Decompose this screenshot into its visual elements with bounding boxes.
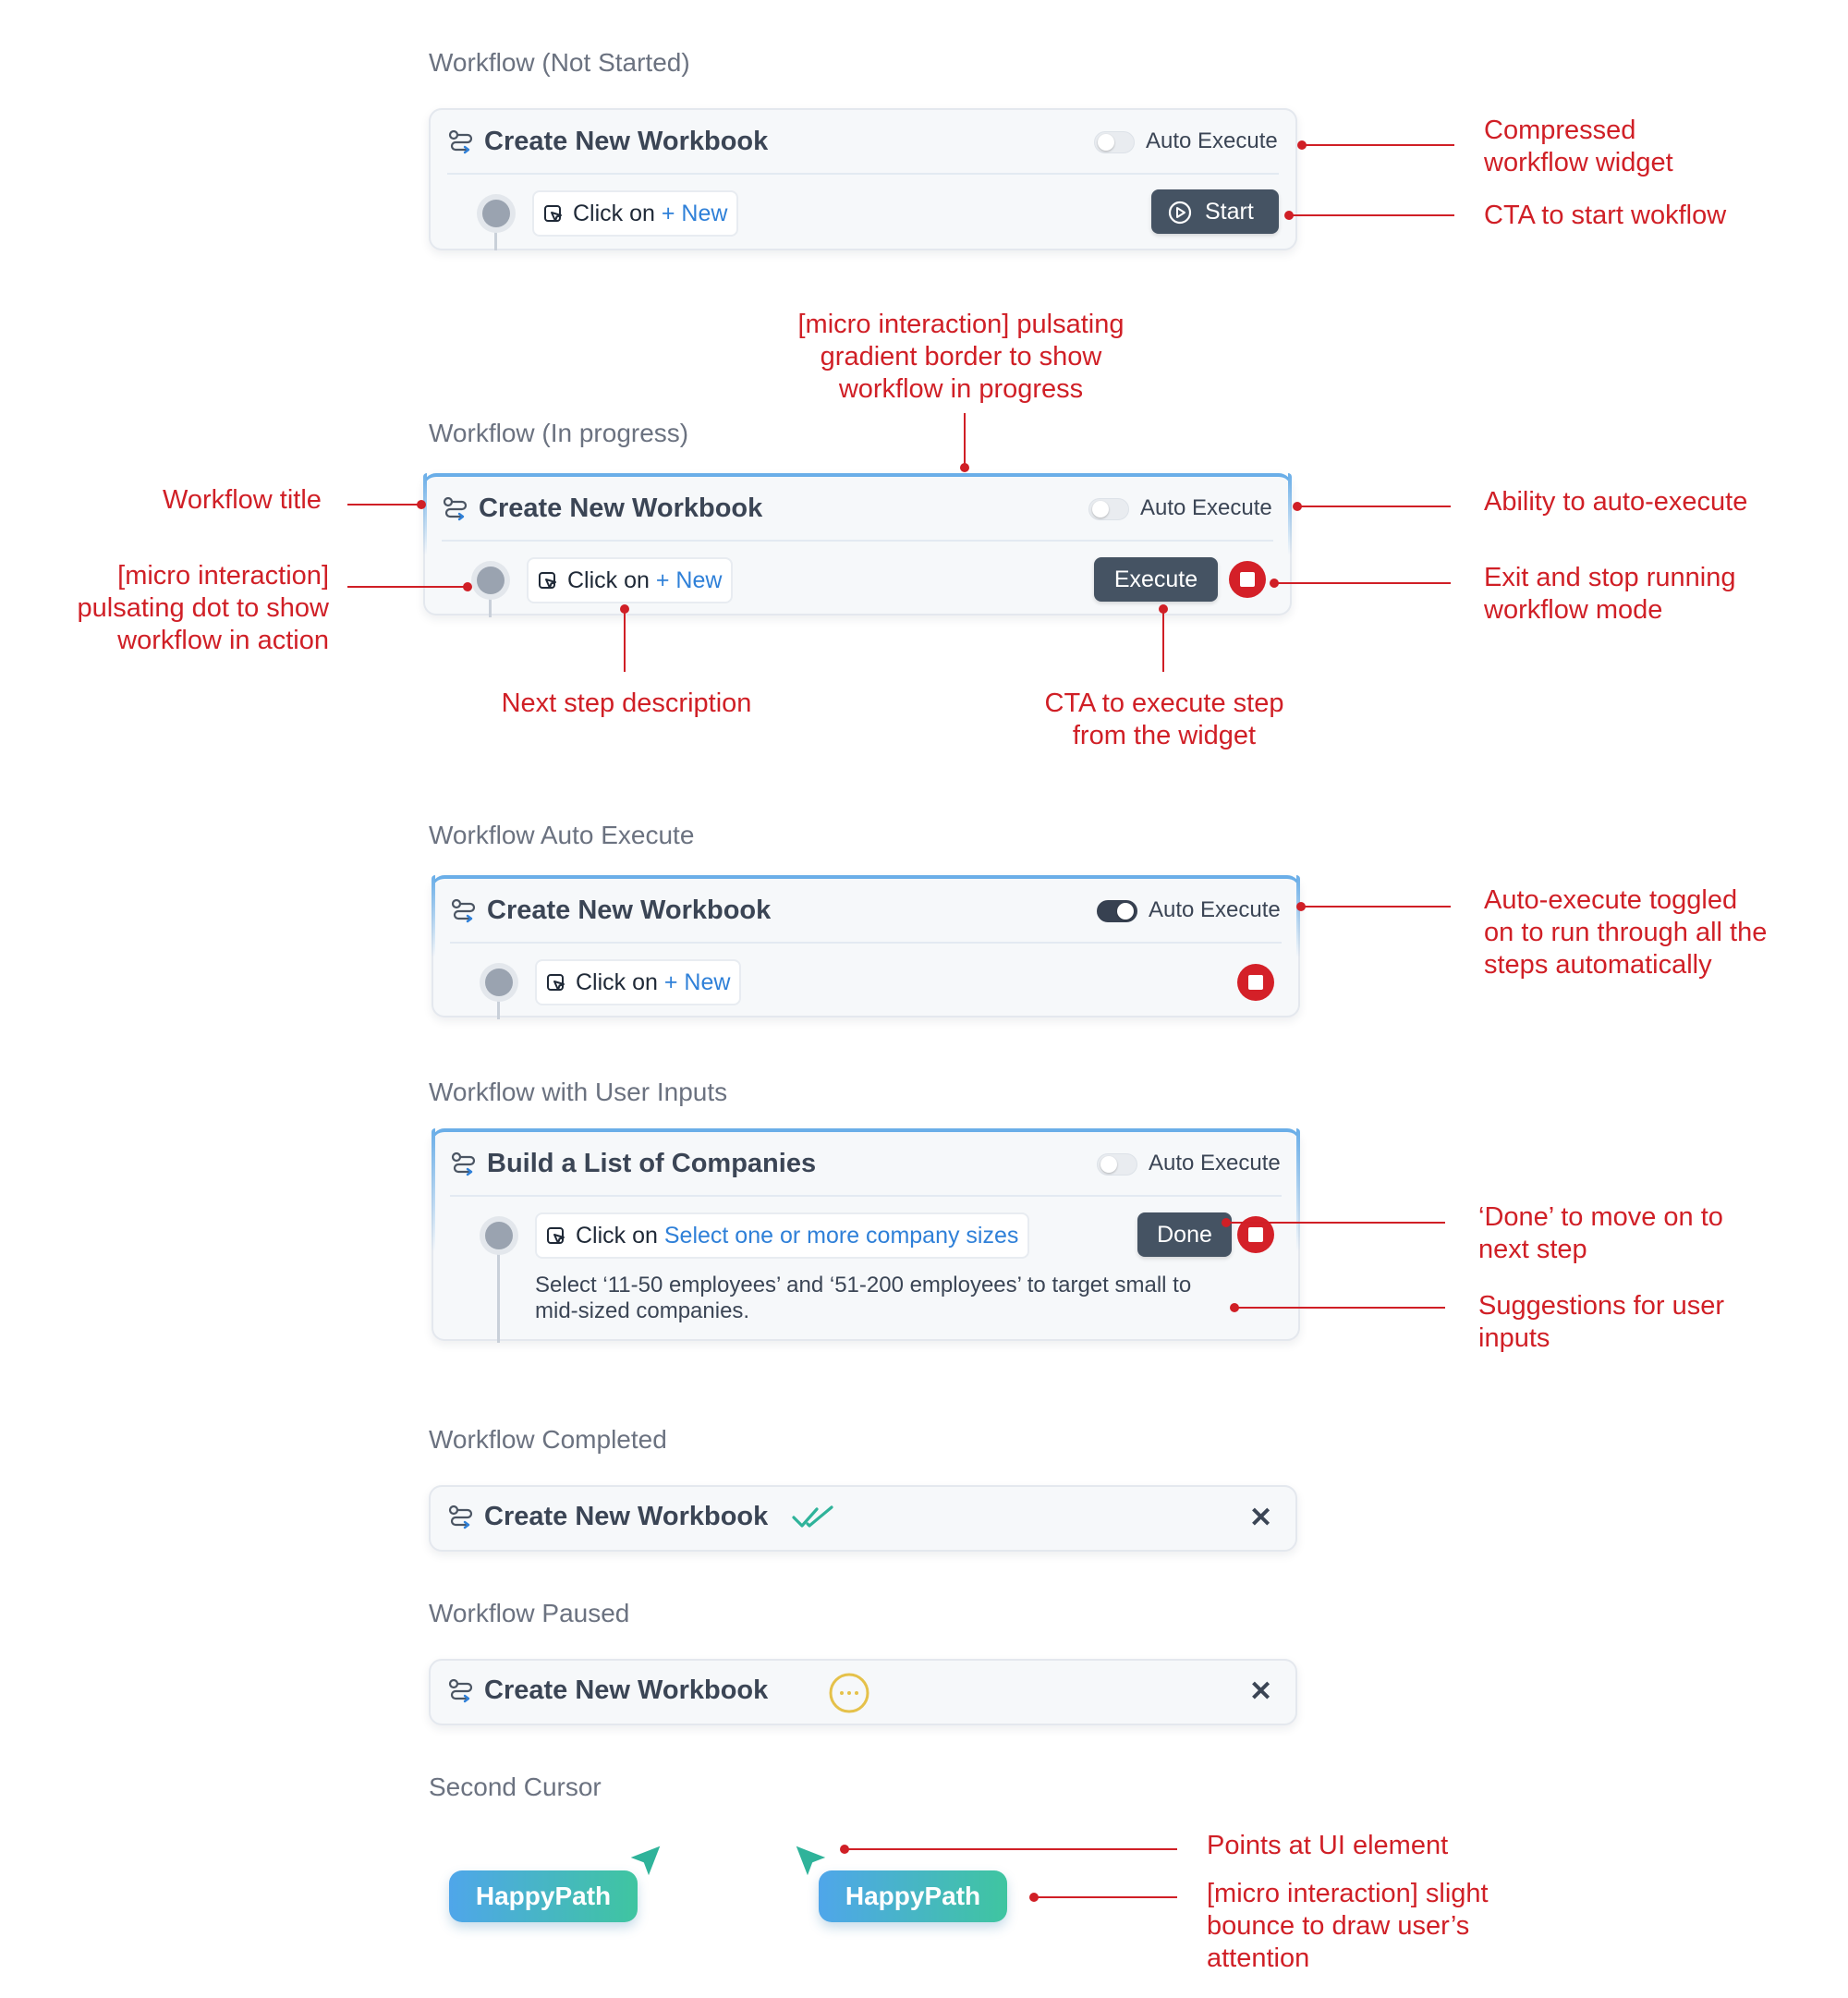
workflow-title: Build a List of Companies — [487, 1149, 817, 1178]
annotation-points-at: Points at UI element — [1207, 1831, 1449, 1860]
workflow-title: Create New Workbook — [484, 1502, 769, 1531]
timeline-line — [497, 1236, 500, 1343]
step-action-text: Click on — [567, 567, 656, 593]
input-suggestion: Select ‘11-50 employees’ and ‘51-200 employees’ to target small to mid-sized companies. — [535, 1273, 1192, 1323]
auto-execute-label: Auto Execute — [1140, 495, 1272, 520]
annotation-suggestions: Suggestions for user inputs — [1478, 1291, 1724, 1353]
stop-button[interactable] — [1237, 964, 1274, 1001]
workflow-icon — [450, 1151, 478, 1178]
section-title-paused: Workflow Paused — [429, 1599, 630, 1627]
auto-execute-toggle[interactable] — [1097, 900, 1137, 922]
annotation-line — [347, 504, 421, 506]
start-button[interactable] — [1151, 189, 1279, 234]
next-step-chip[interactable] — [532, 190, 738, 237]
annotation-done: ‘Done’ to move on to next step — [1478, 1202, 1723, 1264]
auto-execute-toggle[interactable] — [1097, 1153, 1137, 1176]
annotation-workflow-title: Workflow title — [163, 485, 322, 515]
workflow-icon — [442, 495, 469, 523]
annotation-dot — [417, 500, 426, 509]
workflow-title: Create New Workbook — [484, 1675, 769, 1705]
workflow-widget-user-inputs — [432, 1128, 1300, 1341]
double-check-icon — [791, 1504, 837, 1531]
next-step-chip[interactable] — [535, 959, 741, 1005]
step-target-link: + New — [661, 201, 728, 226]
paused-ellipsis-icon — [828, 1672, 870, 1714]
annotation-line — [1289, 214, 1454, 216]
widget-header — [450, 1132, 1282, 1197]
workflow-widget-completed — [429, 1485, 1297, 1552]
annotation-cta-execute: CTA to execute step from the widget — [1044, 688, 1284, 750]
annotation-exit: Exit and stop running workflow mode — [1484, 563, 1736, 625]
annotation-line — [1301, 906, 1451, 908]
annotation-line — [1274, 582, 1451, 584]
play-icon — [1168, 201, 1192, 225]
widget-header — [442, 477, 1273, 542]
widget-header — [447, 110, 1279, 175]
close-icon[interactable]: ✕ — [1249, 1503, 1273, 1533]
section-title-not-started: Workflow (Not Started) — [429, 48, 690, 77]
workflow-title: Create New Workbook — [484, 127, 769, 156]
section-title-second-cursor: Second Cursor — [429, 1773, 602, 1801]
stop-button[interactable] — [1229, 561, 1266, 598]
happypath-cursor-label: HappyPath — [449, 1870, 638, 1922]
auto-execute-toggle[interactable] — [1094, 131, 1135, 153]
annotation-compressed: Compressed workflow widget — [1484, 116, 1673, 177]
step-action-text: Click on — [576, 969, 664, 995]
step-action-text: Click on — [573, 201, 662, 226]
auto-execute-toggle[interactable] — [1088, 498, 1129, 520]
click-cursor-icon — [546, 1226, 566, 1247]
step-status-dot — [482, 200, 510, 227]
annotation-dot — [463, 582, 472, 591]
click-cursor-icon — [543, 204, 564, 225]
happypath-cursor-label: HappyPath — [819, 1870, 1007, 1922]
step-target-link: + New — [663, 969, 731, 995]
annotation-line — [1034, 1896, 1177, 1898]
section-title-user-inputs: Workflow with User Inputs — [429, 1078, 728, 1106]
start-button-label: Start — [1205, 199, 1254, 225]
annotation-line — [1226, 1222, 1445, 1224]
workflow-title: Create New Workbook — [479, 493, 763, 523]
workflow-widget-not-started — [429, 108, 1297, 250]
step-status-dot — [485, 969, 513, 996]
click-cursor-icon — [546, 973, 566, 993]
step-target-link: Select one or more company sizes — [663, 1223, 1019, 1249]
annotation-bounce: [micro interaction] slight bounce to draw user’s attention — [1207, 1879, 1489, 1973]
next-step-chip[interactable] — [527, 557, 733, 603]
annotation-line — [1162, 609, 1164, 672]
workflow-icon — [450, 897, 478, 925]
annotation-line — [964, 413, 966, 467]
workflow-widget-in-progress — [423, 473, 1292, 615]
stop-icon — [1248, 1227, 1263, 1242]
section-title-auto-execute: Workflow Auto Execute — [429, 821, 695, 849]
annotation-next-step: Next step description — [501, 688, 752, 718]
annotation-line — [1234, 1307, 1445, 1309]
click-cursor-icon — [538, 571, 558, 591]
annotation-line — [845, 1848, 1177, 1850]
annotation-line — [347, 586, 468, 588]
step-status-dot — [485, 1222, 513, 1249]
annotation-dot — [960, 463, 969, 472]
done-button[interactable]: Done — [1137, 1212, 1232, 1257]
workflow-title: Create New Workbook — [487, 895, 772, 925]
widget-header — [450, 879, 1282, 944]
next-step-chip[interactable] — [535, 1212, 1029, 1259]
close-icon[interactable]: ✕ — [1249, 1676, 1273, 1707]
annotation-line — [1297, 506, 1451, 507]
annotation-auto-toggled: Auto-execute toggled on to run through all the steps automatically — [1484, 885, 1768, 980]
annotation-auto-ability: Ability to auto-execute — [1484, 487, 1748, 517]
auto-execute-label: Auto Execute — [1149, 1151, 1281, 1176]
workflow-widget-auto-execute — [432, 875, 1300, 1017]
execute-button[interactable]: Execute — [1094, 557, 1218, 602]
stop-icon — [1240, 572, 1255, 587]
stop-icon — [1248, 975, 1263, 990]
workflow-icon — [447, 1504, 475, 1531]
workflow-widget-paused — [429, 1659, 1297, 1725]
annotation-cta-start: CTA to start wokflow — [1484, 201, 1727, 230]
workflow-icon — [447, 128, 475, 156]
step-action-text: Click on — [576, 1223, 664, 1249]
auto-execute-label: Auto Execute — [1146, 128, 1278, 153]
annotation-line — [624, 609, 626, 672]
section-title-completed: Workflow Completed — [429, 1425, 667, 1454]
annotation-pulse-border: [micro interaction] pulsating gradient border to show workflow in progress — [797, 310, 1125, 404]
step-target-link: + New — [655, 567, 723, 593]
workflow-icon — [447, 1677, 475, 1705]
annotation-line — [1302, 144, 1454, 146]
pointer-arrow-icon — [626, 1843, 663, 1880]
pulsating-step-dot — [477, 567, 505, 594]
section-title-in-progress: Workflow (In progress) — [429, 419, 689, 447]
annotation-pulse-dot: [micro interaction] pulsating dot to show workflow in action — [77, 561, 329, 655]
auto-execute-label: Auto Execute — [1149, 897, 1281, 922]
